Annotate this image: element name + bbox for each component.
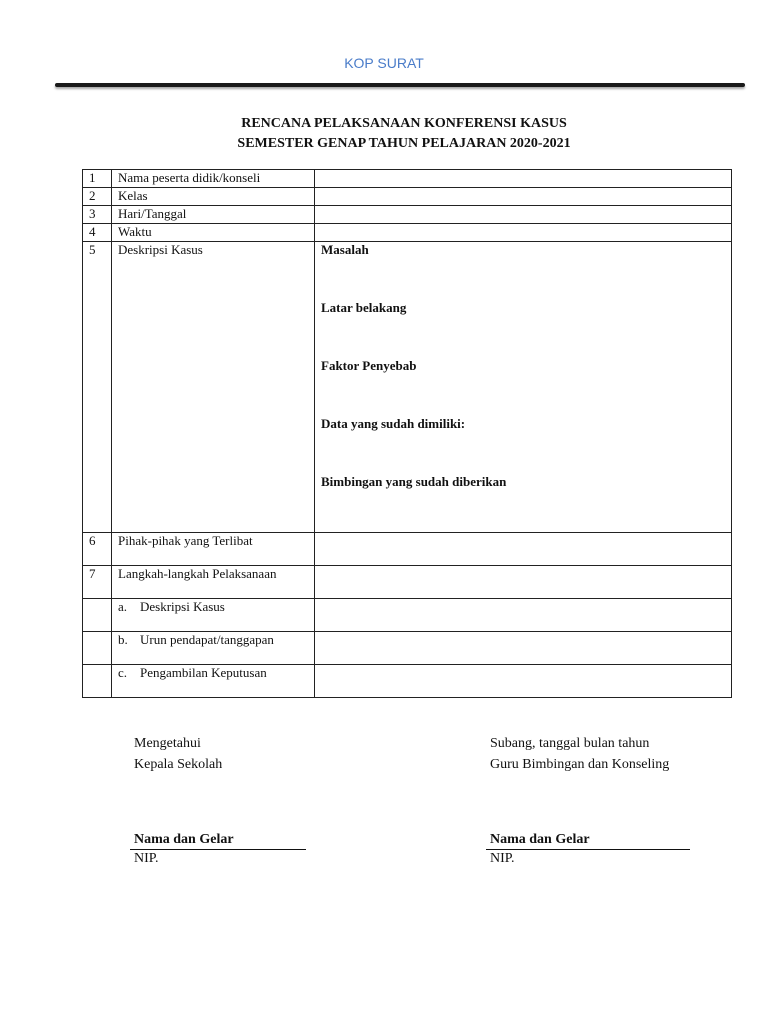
table-row [83,599,732,632]
row-value[interactable] [315,632,732,665]
table-row [83,242,732,533]
table-row [83,566,732,599]
step-letter: b. [118,632,128,647]
description-item-bimbingan: Bimbingan yang sudah diberikan [321,474,507,489]
description-item-faktor-penyebab: Faktor Penyebab [321,358,417,373]
row-label: Langkah-langkah Pelaksanaan [112,566,315,599]
step-label [112,632,315,665]
row-value[interactable] [315,224,732,242]
signature-left-nip: NIP. [134,851,159,866]
row-value[interactable] [315,206,732,224]
signature-left-name: Nama dan Gelar [130,831,306,850]
row-value[interactable] [315,188,732,206]
signature-left-line1: Mengetahui [134,736,201,751]
row-value[interactable] [315,599,732,632]
signature-block-left [134,733,222,775]
table-row [83,665,732,698]
step-text: Pengambilan Keputusan [140,665,267,680]
signature-block-right [490,733,669,775]
document-title: RENCANA PELAKSANAAN KONFERENSI KASUS [241,116,567,131]
table-row [83,632,732,665]
signature-right-role: Guru Bimbingan dan Konseling [490,757,670,772]
description-item-latar-belakang: Latar belakang [321,300,407,315]
header-divider [55,83,745,87]
row-number [83,599,112,632]
row-number [83,665,112,698]
row-label: Kelas [112,188,315,206]
case-description-cell[interactable] [315,242,732,533]
signature-right-nip: NIP. [490,851,515,866]
row-label: Deskripsi Kasus [112,242,315,533]
row-label: Hari/Tanggal [112,206,315,224]
row-number: 2 [83,188,112,206]
row-number: 7 [83,566,112,599]
row-label: Nama peserta didik/konseli [112,170,315,188]
description-item-masalah: Masalah [321,242,369,257]
signature-left-role: Kepala Sekolah [134,757,223,772]
document-subtitle: SEMESTER GENAP TAHUN PELAJARAN 2020-2021 [237,136,571,151]
row-number: 6 [83,533,112,566]
step-label [112,665,315,698]
row-number: 3 [83,206,112,224]
table-row [83,188,732,206]
table-row [83,224,732,242]
row-label: Waktu [112,224,315,242]
row-number: 5 [83,242,112,533]
row-number: 4 [83,224,112,242]
step-letter: a. [118,599,128,614]
kop-surat: KOP SURAT [344,55,424,71]
row-value[interactable] [315,533,732,566]
step-text: Deskripsi Kasus [140,599,225,614]
row-number: 1 [83,170,112,188]
row-value[interactable] [315,170,732,188]
table-row [83,170,732,188]
step-text: Urun pendapat/tanggapan [140,632,274,647]
step-label [112,599,315,632]
signature-right-name: Nama dan Gelar [486,831,690,850]
row-value[interactable] [315,665,732,698]
signature-right-line1: Subang, tanggal bulan tahun [490,736,650,751]
case-conference-table [82,169,732,698]
row-label: Pihak-pihak yang Terlibat [112,533,315,566]
row-number [83,632,112,665]
row-value[interactable] [315,566,732,599]
step-letter: c. [118,665,128,680]
table-row [83,206,732,224]
description-item-data: Data yang sudah dimiliki: [321,416,466,431]
table-row [83,533,732,566]
